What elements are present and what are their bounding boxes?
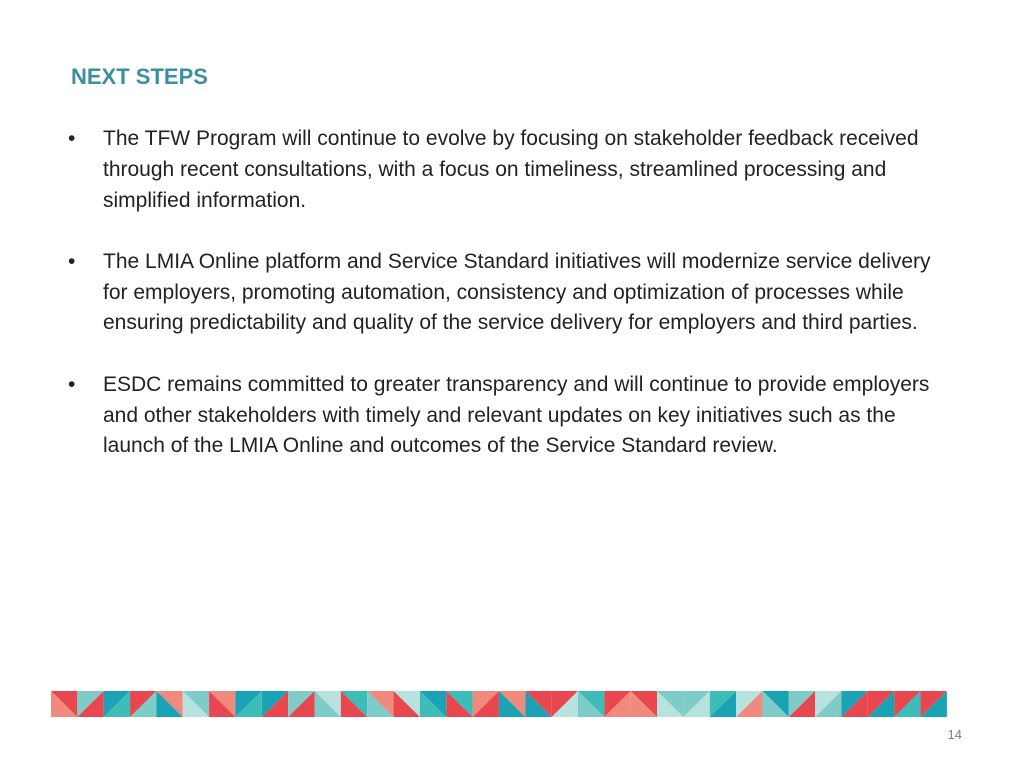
bullet-text: The LMIA Online platform and Service Standard initiatives will modernize service delivery for employers, promoting automation, consistency and optimization of processes while ensuring predictability and quality of the service delivery for employers and third parties. xyxy=(103,249,931,335)
bullet-dot-icon: • xyxy=(68,372,76,396)
bullet-item xyxy=(68,370,958,462)
bullet-text: The TFW Program will continue to evolve by focusing on stakeholder feedback received through recent consultations, with a focus on timeliness, streamlined processing and simplified information. xyxy=(103,127,919,212)
decorative-triangle-stripe xyxy=(51,691,973,717)
bullet-dot-icon: • xyxy=(68,249,76,273)
slide-title: NEXT STEPS xyxy=(71,64,208,89)
bullet-text: ESDC remains committed to greater transparency and will continue to provide employers and other stakeholders with timely and relevant updates on key initiatives such as the launch of the LMIA Online and outcomes of the Service Standard review. xyxy=(103,372,930,458)
page-number: 14 xyxy=(947,727,962,742)
bullet-dot-icon: • xyxy=(68,127,76,150)
bullet-list xyxy=(68,124,958,493)
bullet-item xyxy=(68,124,958,216)
bullet-item xyxy=(68,247,958,339)
